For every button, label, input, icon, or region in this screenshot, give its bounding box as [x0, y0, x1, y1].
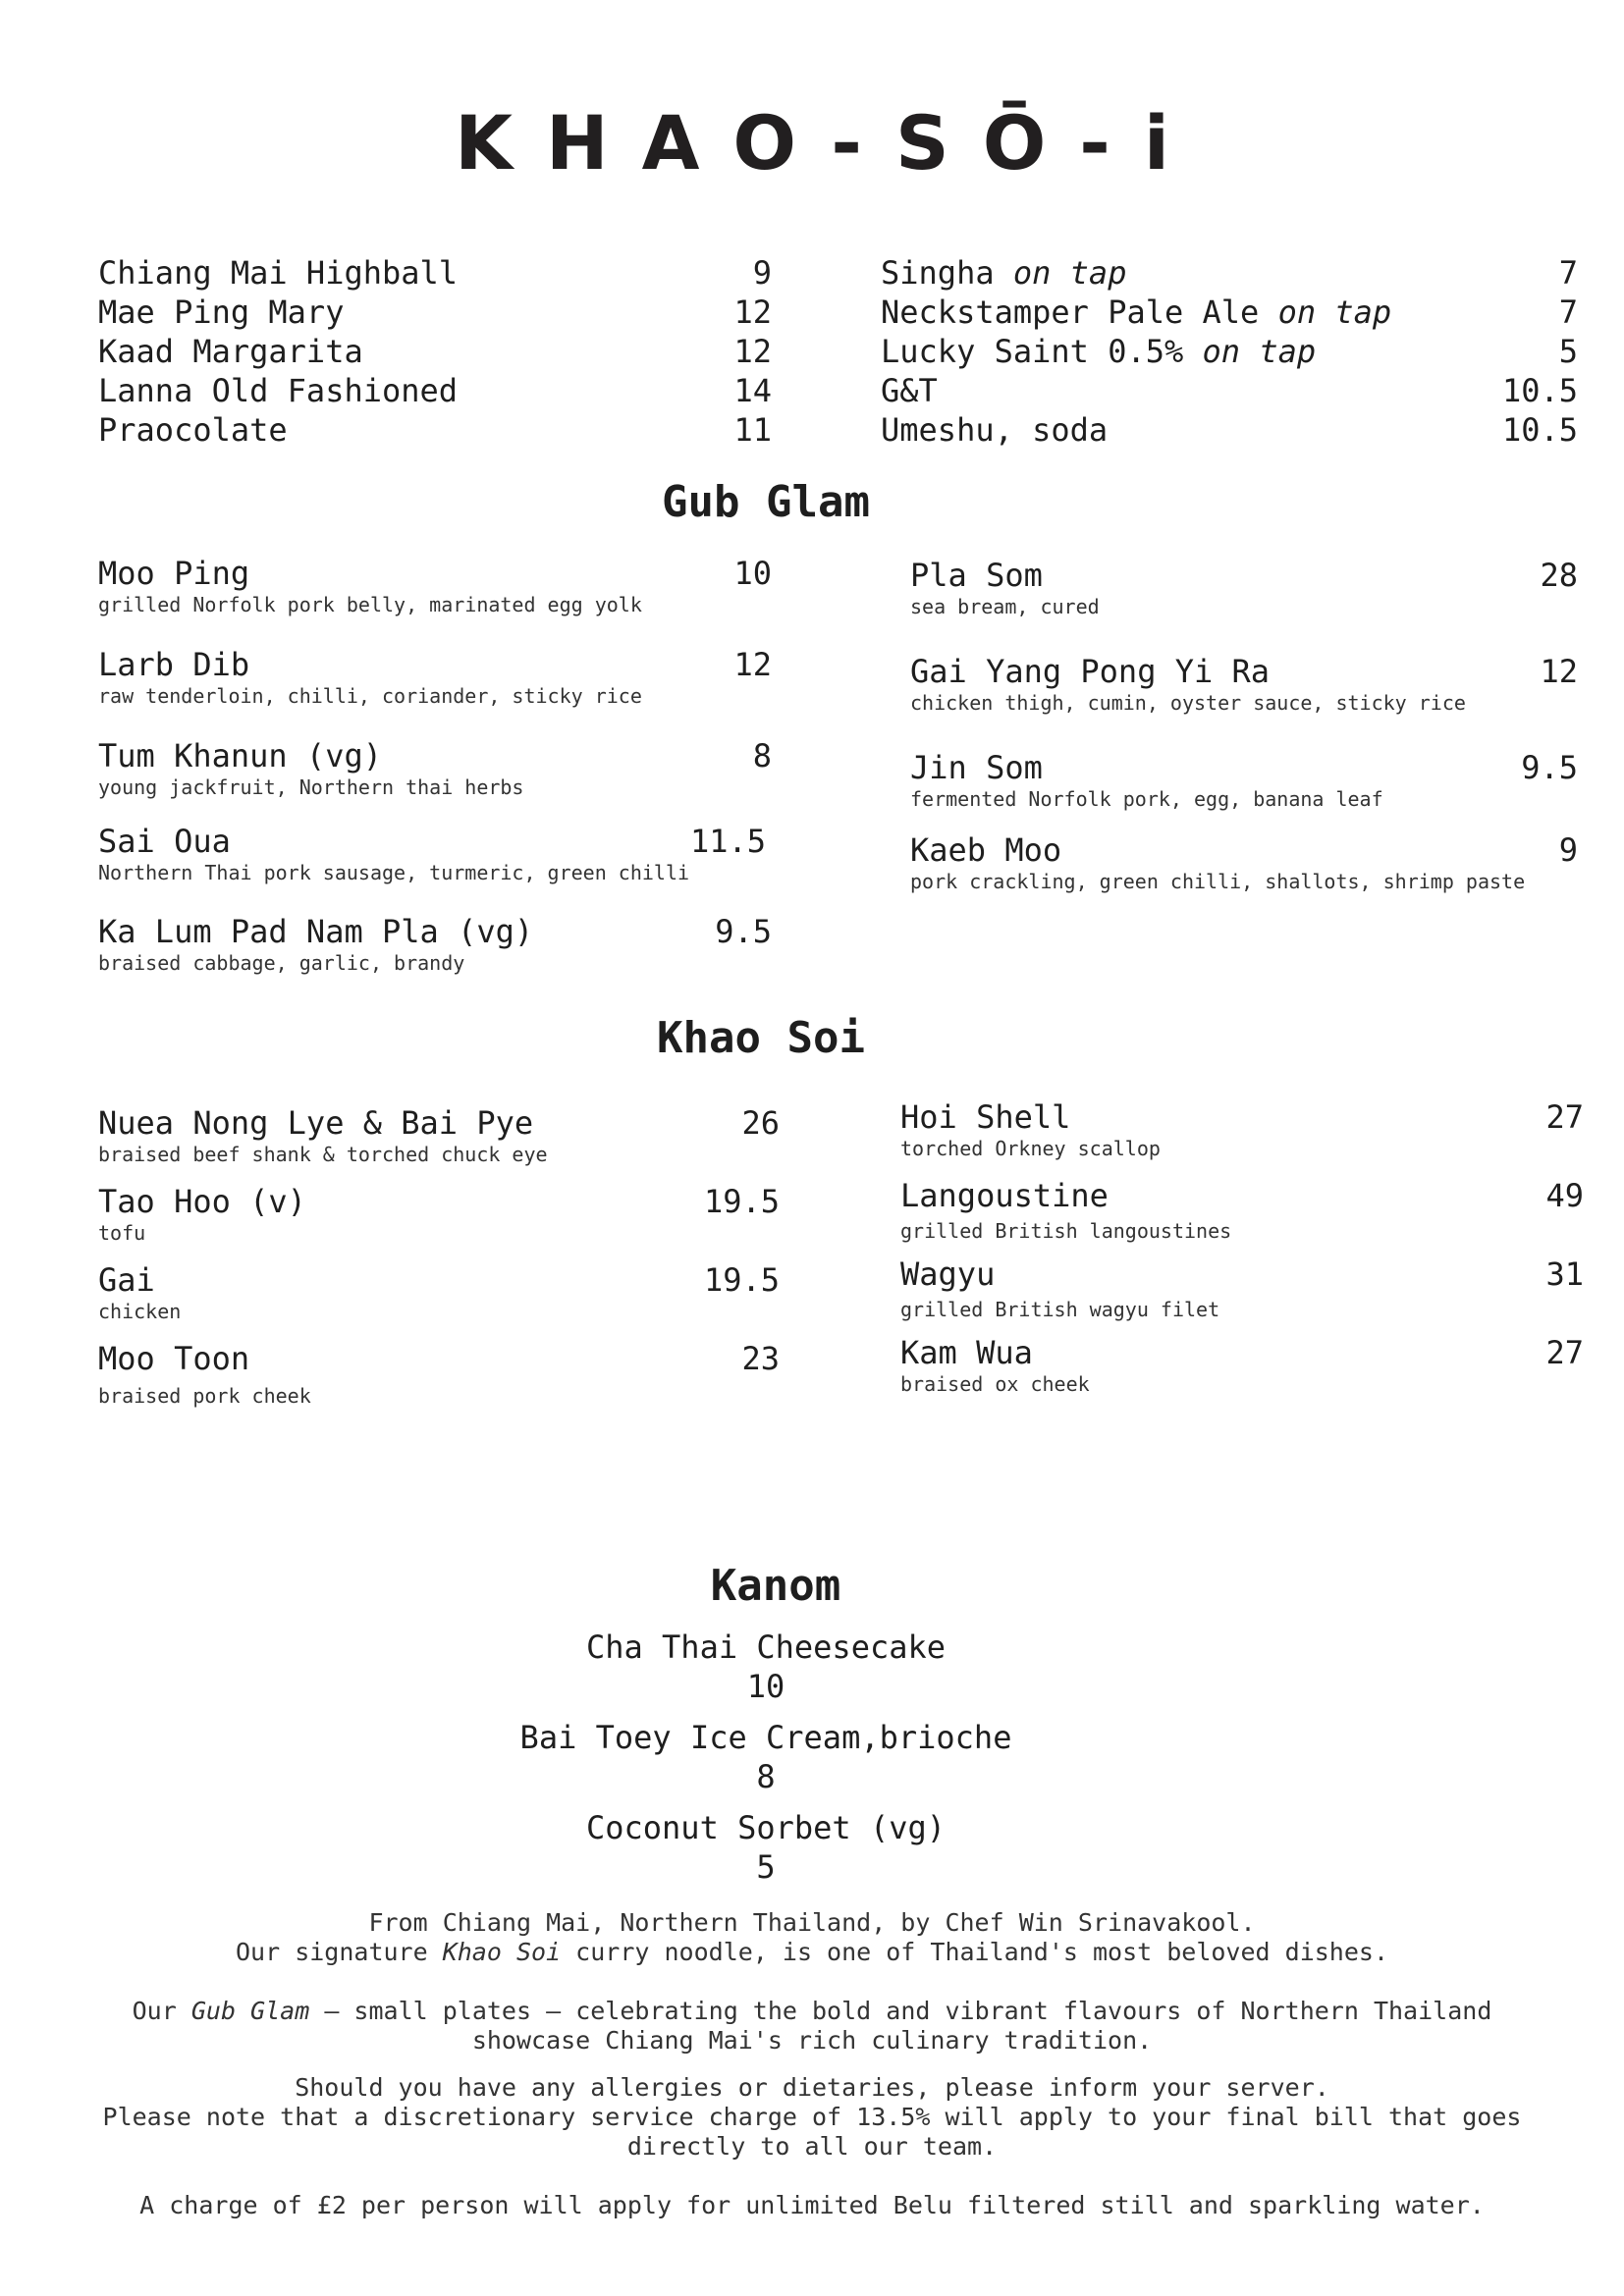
- dessert-name: Coconut Sorbet (vg): [585, 1809, 947, 1846]
- gub-glam-paragraph: Our Gub Glam – small plates – celebrating the bold and vibrant flavours of Northern Thailand showcase Chiang Mai's rich culinary tradition.: [132, 1997, 1492, 2055]
- dish-name: Tum Khanun (vg): [98, 737, 382, 774]
- section-title-kanom: Kanom: [710, 1561, 841, 1611]
- khao-soi-left-column: [98, 1103, 780, 1408]
- menu-item: [900, 1333, 1584, 1402]
- drink-name: Chiang Mai Highball: [98, 254, 459, 292]
- menu-item: [900, 1097, 1584, 1176]
- menu-item: [98, 912, 772, 975]
- dessert-item: [0, 1808, 1532, 1887]
- dish-name: Moo Toon: [98, 1340, 250, 1377]
- on-tap-label: on tap: [1202, 333, 1317, 370]
- drink-price: 12: [733, 333, 772, 370]
- drink-name: Kaad Margarita: [98, 333, 363, 370]
- dish-price: 26: [741, 1104, 780, 1142]
- khao-soi-right-column: [900, 1097, 1584, 1402]
- dish-description: braised beef shank & torched chuck eye: [98, 1143, 548, 1166]
- dish-description: Northern Thai pork sausage, turmeric, green chilli: [98, 861, 690, 884]
- intro-paragraph: From Chiang Mai, Northern Thailand, by Chef Win Srinavakool. Our signature Khao Soi curry noodle, is one of Thailand's most beloved dishes.: [235, 1908, 1388, 1966]
- dish-price: 9.5: [715, 913, 772, 950]
- drink-price: 7: [1558, 254, 1578, 292]
- dessert-item: [0, 1718, 1532, 1796]
- dish-description: pork crackling, green chilli, shallots, shrimp paste: [910, 870, 1526, 893]
- section-title-gub-glam: Gub Glam: [662, 477, 870, 527]
- dish-name: Ka Lum Pad Nam Pla (vg): [98, 913, 534, 950]
- drink-price: 11: [733, 411, 772, 449]
- on-tap-label: on tap: [1012, 254, 1127, 292]
- dish-description: tofu: [98, 1221, 146, 1245]
- drink-name: Mae Ping Mary: [98, 294, 345, 331]
- dessert-price: 5: [756, 1848, 776, 1886]
- dish-price: 12: [1540, 653, 1578, 690]
- gub-glam-right-column: [910, 556, 1578, 893]
- dish-description: grilled Norfolk pork belly, marinated egg yolk: [98, 593, 642, 616]
- dish-price: 9: [1558, 831, 1578, 869]
- drink-item: [881, 332, 1578, 371]
- dish-price: 19.5: [703, 1261, 780, 1299]
- drink-name: Praocolate: [98, 411, 288, 449]
- dessert-item: [0, 1628, 1532, 1706]
- dish-name: Pla Som: [910, 557, 1043, 594]
- dish-price: 49: [1545, 1177, 1584, 1214]
- drink-price: 10.5: [1501, 372, 1578, 409]
- drink-price: 14: [733, 372, 772, 409]
- dish-price: 23: [741, 1340, 780, 1377]
- drink-name: G&T: [881, 372, 938, 409]
- dish-price: 11.5: [689, 823, 766, 860]
- restaurant-logo: KHAO-SŌ-i: [455, 99, 1203, 187]
- dish-name: Jin Som: [910, 749, 1043, 786]
- dish-price: 27: [1545, 1334, 1584, 1371]
- menu-item: [900, 1255, 1584, 1333]
- dish-description: young jackfruit, Northern thai herbs: [98, 775, 524, 799]
- drinks-right-column: [881, 253, 1578, 450]
- dish-price: 27: [1545, 1098, 1584, 1136]
- menu-item: [98, 554, 772, 645]
- dish-description: braised cabbage, garlic, brandy: [98, 951, 465, 975]
- dish-name: Nuea Nong Lye & Bai Pye: [98, 1104, 534, 1142]
- dish-description: grilled British wagyu filet: [900, 1298, 1220, 1321]
- dish-price: 28: [1540, 557, 1578, 594]
- menu-item: [98, 1339, 780, 1408]
- dish-description: torched Orkney scallop: [900, 1137, 1161, 1160]
- allergy-paragraph: Should you have any allergies or dietaries, please inform your server. Please note that a discretionary service charge of 13.5% will apply to your final bill that goes directly to all our team.: [102, 2073, 1522, 2161]
- water-charge-note: A charge of £2 per person will apply for unlimited Belu filtered still and sparkling water.: [139, 2191, 1485, 2219]
- dish-price: 10: [733, 555, 772, 592]
- menu-item: [910, 748, 1578, 830]
- dish-description: chicken thigh, cumin, oyster sauce, sticky rice: [910, 691, 1466, 715]
- dish-description: grilled British langoustines: [900, 1219, 1232, 1243]
- dish-description: sea bream, cured: [910, 595, 1100, 618]
- menu-item: [910, 652, 1578, 748]
- menu-item: [900, 1176, 1584, 1255]
- drink-price: 7: [1558, 294, 1578, 331]
- drink-name: Lucky Saint 0.5%: [881, 333, 1184, 370]
- dessert-name: Bai Toey Ice Cream,brioche: [519, 1719, 1012, 1756]
- drink-name: Neckstamper Pale Ale: [881, 294, 1260, 331]
- dish-name: Wagyu: [900, 1255, 996, 1293]
- drink-price: 5: [1558, 333, 1578, 370]
- dish-description: chicken: [98, 1300, 182, 1323]
- menu-item: [98, 822, 772, 912]
- drink-name: Umeshu, soda: [881, 411, 1109, 449]
- dish-name: Kam Wua: [900, 1334, 1033, 1371]
- dish-price: 9.5: [1521, 749, 1578, 786]
- dish-description: raw tenderloin, chilli, coriander, sticky rice: [98, 684, 642, 708]
- dish-description: braised pork cheek: [98, 1384, 311, 1408]
- dish-price: 12: [733, 646, 772, 683]
- on-tap-label: on tap: [1277, 294, 1392, 331]
- drink-item: [881, 293, 1578, 332]
- dessert-price: 8: [756, 1758, 776, 1795]
- menu-item: [98, 1260, 780, 1339]
- dish-name: Moo Ping: [98, 555, 250, 592]
- drink-item: [881, 253, 1578, 293]
- drink-item: [98, 332, 772, 371]
- section-title-khao-soi: Khao Soi: [657, 1013, 865, 1063]
- menu-item: [910, 556, 1578, 652]
- drink-price: 12: [733, 294, 772, 331]
- dish-description: fermented Norfolk pork, egg, banana leaf: [910, 787, 1383, 811]
- menu-item: [98, 645, 772, 736]
- menu-item: [98, 1182, 780, 1260]
- dish-name: Sai Oua: [98, 823, 231, 860]
- drink-item: [881, 371, 1578, 410]
- drinks-left-column: [98, 253, 772, 450]
- menu-footer-notes: [0, 1908, 1624, 2238]
- dessert-name: Cha Thai Cheesecake: [585, 1629, 947, 1666]
- drink-price: 10.5: [1501, 411, 1578, 449]
- intro-line-1: From Chiang Mai, Northern Thailand, by Chef Win Srinavakool.: [368, 1908, 1256, 1937]
- dish-name: Gai Yang Pong Yi Ra: [910, 653, 1271, 690]
- drink-name: Singha: [881, 254, 995, 292]
- dish-price: 19.5: [703, 1183, 780, 1220]
- dish-price: 31: [1545, 1255, 1584, 1293]
- dish-name: Tao Hoo (v): [98, 1183, 306, 1220]
- menu-item: [98, 1103, 780, 1182]
- dish-description: braised ox cheek: [900, 1372, 1090, 1396]
- dessert-price: 10: [746, 1668, 785, 1705]
- dish-name: Langoustine: [900, 1177, 1109, 1214]
- kanom-list: [0, 1628, 1532, 1898]
- dish-name: Kaeb Moo: [910, 831, 1062, 869]
- menu-item: [98, 736, 772, 822]
- dish-name: Gai: [98, 1261, 155, 1299]
- drink-item: [98, 371, 772, 410]
- dish-name: Larb Dib: [98, 646, 250, 683]
- drink-item: [98, 293, 772, 332]
- dish-price: 8: [752, 737, 772, 774]
- drink-name: Lanna Old Fashioned: [98, 372, 459, 409]
- menu-item: [910, 830, 1578, 893]
- gub-glam-left-column: [98, 554, 772, 975]
- dish-name: Hoi Shell: [900, 1098, 1071, 1136]
- drink-item: [98, 253, 772, 293]
- drink-item: [881, 410, 1578, 450]
- drink-item: [98, 410, 772, 450]
- drink-price: 9: [752, 254, 772, 292]
